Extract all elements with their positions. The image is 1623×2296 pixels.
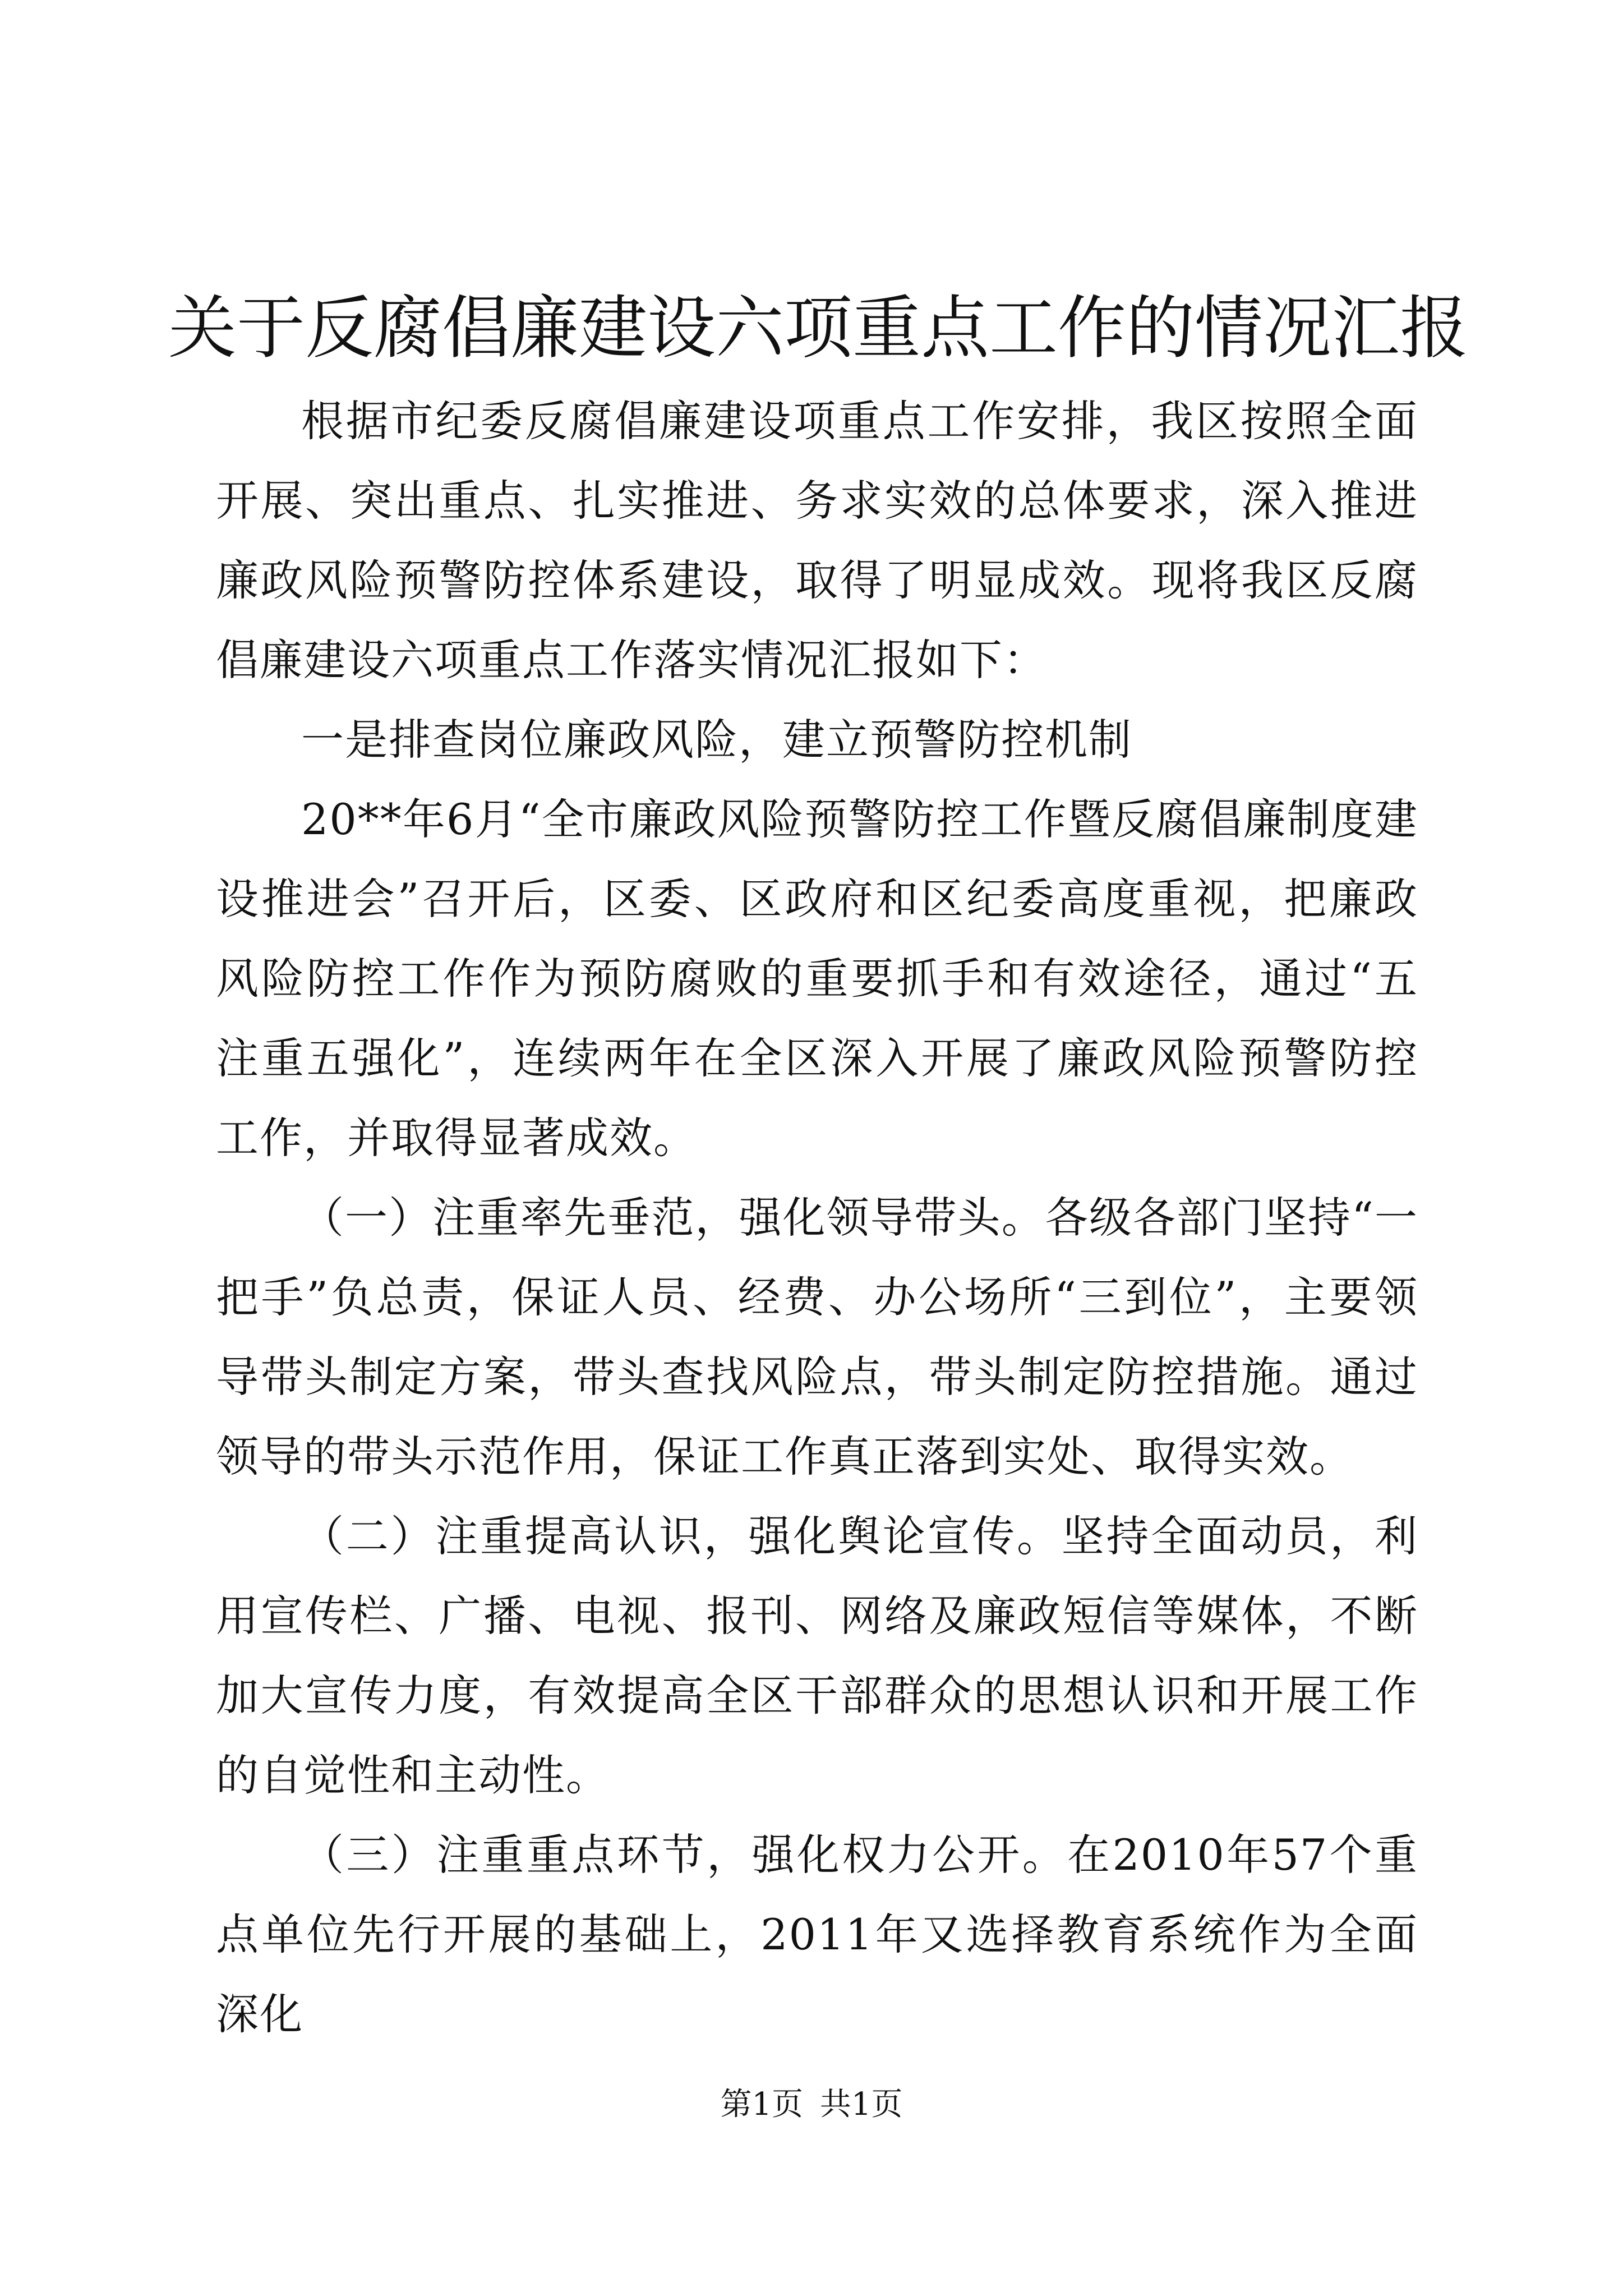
paragraph-item-1: （一）注重率先垂范，强化领导带头。各级各部门坚持“一把手”负总责，保证人员、经费、办公场所“三到位”，主要领导带头制定方案，带头查找风险点，带头制定防控措施。通过领导的带头示范作用，保证工作真正落到实处、取得实效。 [216,1193,1418,1481]
section-heading-1: 一是排查岗位廉政风险，建立预警防控机制 [301,715,1132,765]
page-total: 共1页 [819,2086,903,2123]
paragraph-section-1: 20**年6月“全市廉政风险预警防控工作暨反腐倡廉制度建设推进会”召开后，区委、区政府和区纪委高度重视，把廉政风险防控工作作为预防腐败的重要抓手和有效途径，通过“五注重五强化”，连续两年在全区深入开展了廉政风险预警防控工作，并取得显著成效。 [216,794,1418,1163]
paragraph-intro: 根据市纪委反腐倡廉建设项重点工作安排，我区按照全面开展、突出重点、扎实推进、务求实效的总体要求，深入推进廉政风险预警防控体系建设，取得了明显成效。现将我区反腐倡廉建设六项重点工作落实情况汇报如下： [216,396,1418,685]
page-number: 第1页 [720,2086,804,2123]
paragraph-item-2: （二）注重提高认识，强化舆论宣传。坚持全面动员，利用宣传栏、广播、电视、报刊、网络及廉政短信等媒体，不断加大宣传力度，有效提高全区干部群众的思想认识和开展工作的自觉性和主动性。 [216,1511,1418,1800]
document-body [216,381,1418,2054]
paragraph-item-3: （三）注重重点环节，强化权力公开。在2010年57个重点单位先行开展的基础上，2011年又选择教育系统作为全面深化 [216,1830,1418,2039]
page-footer [0,2082,1623,2127]
document-title: 关于反腐倡廉建设六项重点工作的情况汇报 [168,288,1468,368]
